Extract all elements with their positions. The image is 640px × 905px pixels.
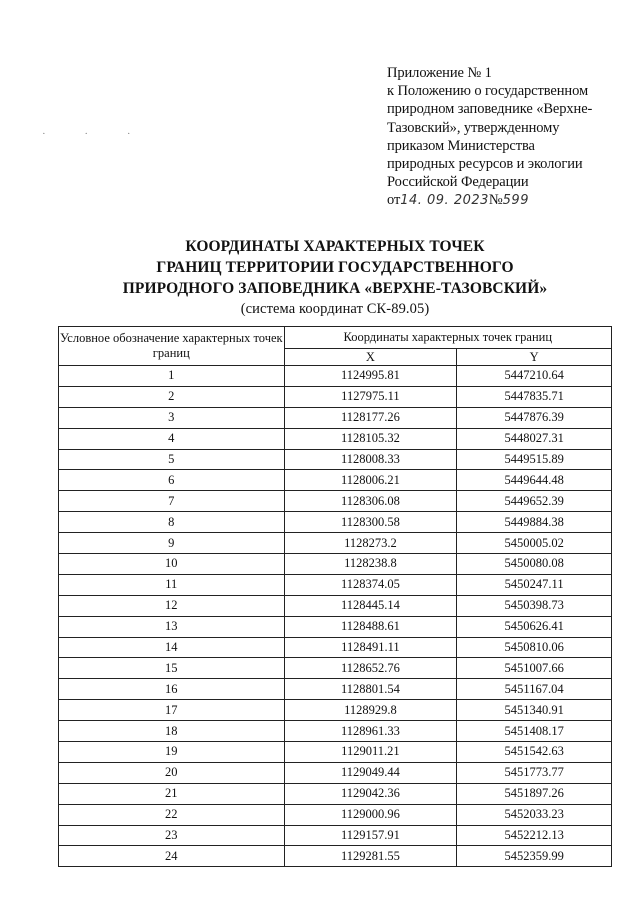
- y-coordinate-cell: 5450247.11: [457, 574, 612, 595]
- x-coordinate-cell: 1128008.33: [284, 449, 457, 470]
- point-number-cell: 20: [59, 762, 285, 783]
- point-number-cell: 10: [59, 554, 285, 575]
- table-row: [59, 449, 612, 470]
- x-coordinate-cell: 1129049.44: [284, 762, 457, 783]
- x-coordinate-cell: 1128445.14: [284, 595, 457, 616]
- point-number-cell: 22: [59, 804, 285, 825]
- y-coordinate-cell: 5451007.66: [457, 658, 612, 679]
- y-coordinate-cell: 5452212.13: [457, 825, 612, 846]
- appendix-line: природных ресурсов и экологии: [387, 156, 583, 173]
- table-row: [59, 595, 612, 616]
- point-number-cell: 2: [59, 386, 285, 407]
- y-coordinate-cell: 5447210.64: [457, 366, 612, 387]
- table-row: [59, 762, 612, 783]
- y-coordinate-cell: 5451167.04: [457, 679, 612, 700]
- x-coordinate-cell: 1124995.81: [284, 366, 457, 387]
- y-coordinate-cell: 5449884.38: [457, 512, 612, 533]
- number-prefix: №: [488, 192, 503, 209]
- table-row: [59, 658, 612, 679]
- x-coordinate-cell: 1127975.11: [284, 386, 457, 407]
- point-designation-header: Условное обозначение характерных точек границ: [59, 327, 285, 366]
- table-row: [59, 679, 612, 700]
- point-number-cell: 12: [59, 595, 285, 616]
- x-coordinate-cell: 1128238.8: [284, 554, 457, 575]
- point-number-cell: 24: [59, 846, 285, 867]
- y-coordinate-cell: 5451897.26: [457, 783, 612, 804]
- x-coordinate-cell: 1128652.76: [284, 658, 457, 679]
- y-coordinate-cell: 5451340.91: [457, 700, 612, 721]
- y-coordinate-cell: 5452359.99: [457, 846, 612, 867]
- x-coordinate-cell: 1128929.8: [284, 700, 457, 721]
- title-line-2: ГРАНИЦ ТЕРРИТОРИИ ГОСУДАРСТВЕННОГО: [156, 259, 514, 276]
- point-number-cell: 11: [59, 574, 285, 595]
- table-row: [59, 721, 612, 742]
- y-header: Y: [457, 349, 612, 366]
- point-number-cell: 8: [59, 512, 285, 533]
- y-coordinate-cell: 5447835.71: [457, 386, 612, 407]
- table-row: [59, 470, 612, 491]
- table-row: [59, 512, 612, 533]
- coordinate-system-subtitle: (система координат СК-89.05): [240, 301, 430, 317]
- point-number-cell: 19: [59, 742, 285, 763]
- x-coordinate-cell: 1128961.33: [284, 721, 457, 742]
- appendix-line: Российской Федерации: [387, 174, 529, 191]
- point-number-cell: 16: [59, 679, 285, 700]
- table-row: [59, 700, 612, 721]
- appendix-line: приказом Министерства: [387, 137, 535, 154]
- table-row: [59, 533, 612, 554]
- appendix-line: природном заповеднике «Верхне-: [387, 101, 593, 118]
- point-number-cell: 3: [59, 407, 285, 428]
- x-header: X: [284, 349, 457, 366]
- table-row: [59, 846, 612, 867]
- x-coordinate-cell: 1128006.21: [284, 470, 457, 491]
- x-coordinate-cell: 1128801.54: [284, 679, 457, 700]
- point-number-cell: 9: [59, 533, 285, 554]
- table-row: [59, 825, 612, 846]
- table-row: [59, 554, 612, 575]
- point-number-cell: 4: [59, 428, 285, 449]
- table-row: [59, 491, 612, 512]
- table-row: [59, 616, 612, 637]
- x-coordinate-cell: 1129011.21: [284, 742, 457, 763]
- title-line-3: ПРИРОДНОГО ЗАПОВЕДНИКА «ВЕРХНЕ-ТАЗОВСКИЙ»: [122, 280, 548, 297]
- y-coordinate-cell: 5447876.39: [457, 407, 612, 428]
- point-number-cell: 6: [59, 470, 285, 491]
- appendix-line: Приложение № 1: [387, 65, 492, 81]
- y-coordinate-cell: 5450398.73: [457, 595, 612, 616]
- y-coordinate-cell: 5450626.41: [457, 616, 612, 637]
- point-number-cell: 5: [59, 449, 285, 470]
- x-coordinate-cell: 1128306.08: [284, 491, 457, 512]
- order-date-number: [387, 191, 627, 210]
- appendix-line: к Положению о государственном: [387, 83, 589, 100]
- y-coordinate-cell: 5449652.39: [457, 491, 612, 512]
- y-coordinate-cell: 5449515.89: [457, 449, 612, 470]
- appendix-line: Тазовский», утвержденному: [387, 119, 560, 136]
- point-number-cell: 14: [59, 637, 285, 658]
- point-number-cell: 18: [59, 721, 285, 742]
- y-coordinate-cell: 5451542.63: [457, 742, 612, 763]
- y-coordinate-cell: 5451408.17: [457, 721, 612, 742]
- x-coordinate-cell: 1128491.11: [284, 637, 457, 658]
- point-number-cell: 13: [59, 616, 285, 637]
- table-row: [59, 407, 612, 428]
- point-number-cell: 7: [59, 491, 285, 512]
- table-row: [59, 366, 612, 387]
- point-number-cell: 15: [59, 658, 285, 679]
- x-coordinate-cell: 1128300.58: [284, 512, 457, 533]
- x-coordinate-cell: 1129157.91: [284, 825, 457, 846]
- y-coordinate-cell: 5451773.77: [457, 762, 612, 783]
- x-coordinate-cell: 1128488.61: [284, 616, 457, 637]
- y-coordinate-cell: 5450810.06: [457, 637, 612, 658]
- table-row: [59, 742, 612, 763]
- x-coordinate-cell: 1128177.26: [284, 407, 457, 428]
- y-coordinate-cell: 5449644.48: [457, 470, 612, 491]
- title-line-1: КООРДИНАТЫ ХАРАКТЕРНЫХ ТОЧЕК: [185, 238, 485, 255]
- appendix-block: [387, 64, 627, 211]
- x-coordinate-cell: 1129042.36: [284, 783, 457, 804]
- x-coordinate-cell: 1128105.32: [284, 428, 457, 449]
- y-coordinate-cell: 5452033.23: [457, 804, 612, 825]
- y-coordinate-cell: 5450080.08: [457, 554, 612, 575]
- coordinates-header: Координаты характерных точек границ: [284, 327, 611, 349]
- x-coordinate-cell: 1128374.05: [284, 574, 457, 595]
- point-number-cell: 23: [59, 825, 285, 846]
- table-row: [59, 574, 612, 595]
- table-row: [59, 637, 612, 658]
- point-number-cell: 21: [59, 783, 285, 804]
- document-title: [0, 236, 640, 320]
- handwritten-number: 599: [502, 193, 529, 209]
- table-row: [59, 386, 612, 407]
- x-coordinate-cell: 1129281.55: [284, 846, 457, 867]
- table-row: [59, 804, 612, 825]
- y-coordinate-cell: 5448027.31: [457, 428, 612, 449]
- scan-artifact-marks: · · ·: [42, 128, 149, 140]
- x-coordinate-cell: 1129000.96: [284, 804, 457, 825]
- date-prefix: от: [387, 192, 401, 209]
- y-coordinate-cell: 5450005.02: [457, 533, 612, 554]
- x-coordinate-cell: 1128273.2: [284, 533, 457, 554]
- point-number-cell: 17: [59, 700, 285, 721]
- table-row: [59, 428, 612, 449]
- point-number-cell: 1: [59, 366, 285, 387]
- table-row: [59, 783, 612, 804]
- coordinates-table: [58, 326, 612, 867]
- handwritten-date: 14. 09. 2023: [400, 193, 489, 209]
